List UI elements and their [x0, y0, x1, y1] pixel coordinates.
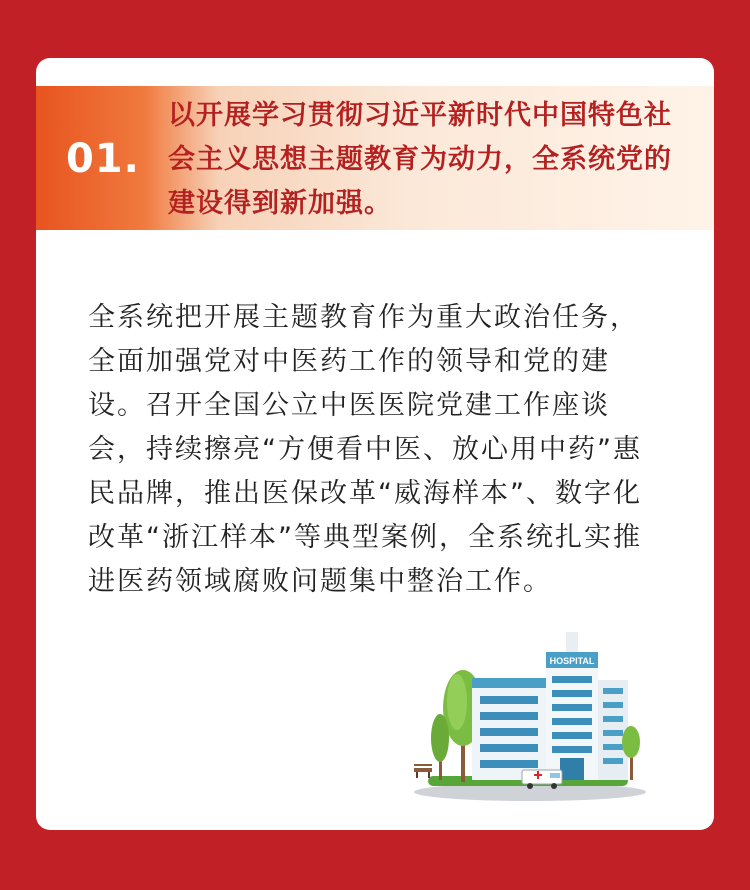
section-title: 以开展学习贯彻习近平新时代中国特色社会主义思想主题教育为动力，全系统党的建设得到新加强。	[168, 100, 672, 219]
hospital-sign: HOSPITAL	[549, 656, 595, 666]
body-paragraph: 全系统把开展主题教育作为重大政治任务，全面加强党对中医药工作的领导和党的建设。召开全国公立中医医院党建工作座谈会，持续擦亮“方便看中医、放心用中药”惠民品牌，推出医保改革“威海样本”、数字化改革“浙江样本”等典型案例，全系统扎实推进医药领域腐败问题集中整治工作。	[88, 302, 642, 597]
bench-icon	[414, 768, 432, 772]
section-number: 01.	[66, 136, 140, 182]
section-header	[36, 86, 714, 230]
hospital-building-icon	[410, 630, 650, 810]
content-card	[36, 58, 714, 830]
